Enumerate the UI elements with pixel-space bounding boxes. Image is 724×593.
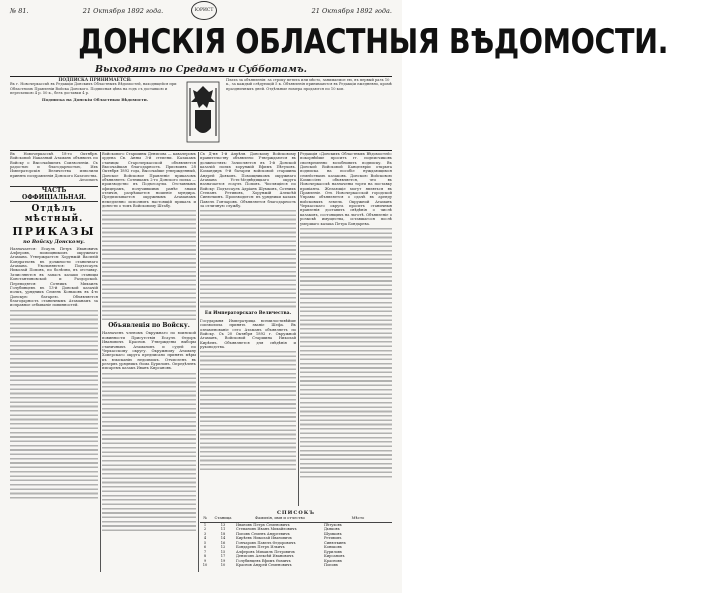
table-cell: 18 xyxy=(220,531,226,536)
advertising-rates-text: Плата за объявленія: за строку петита или мѣсто, занимаемое ею, въ первый разъ 10 к., за каждый слѣдующій 5 к. Объявленія принимаются въ Редакціи ежедневно, кромѣ праздничныхъ дней. Отдѣльные номера продаются по 10 коп. xyxy=(226,78,392,91)
table-cell: 16 xyxy=(220,540,226,545)
column-1 xyxy=(10,152,98,572)
table-row xyxy=(200,563,392,568)
table-cell: 8 xyxy=(203,554,207,558)
table-cell: 12 xyxy=(220,545,226,549)
table-cell: 4 xyxy=(203,536,207,540)
column-4-body: Редакція «Донскихъ Областныхъ Вѣдомостей» покорнѣйше проситъ гг. подписчиковъ своевременно возобновить подписку. Въ Донской Войсковой Канцеляріи открыта подписка на пособіе нуждающимся семействамъ казаковъ. Донскою Войсковою Комиссіею объявляется, что въ Новочеркасскѣ назначены торги на поставку провіанта. Желающіе могут являться въ Правленіе. Отъ Новочеркасской городской Управы объявляется о сдачѣ въ аренду войсковыхъ земель. Окружной Атаманъ Черкасскаго округа проситъ станичныя правленія доставить свѣдѣнія о числѣ казаковъ, состоящихъ на льготѣ. Объявленіе о розыскѣ имущества, оставшагося послѣ умершаго казака Петра Бондарева. xyxy=(300,152,392,226)
table-cell: Ретивовъ xyxy=(324,536,342,540)
table-cell: 7 xyxy=(203,549,207,554)
table-cell: 11 xyxy=(220,527,226,531)
table-cell: Поповъ xyxy=(324,563,339,567)
table-cell: Краснов Андрей Семеновичъ xyxy=(236,563,292,567)
atamans-address: Въ Новочеркасскѣ 18-го Октября. Войсковой Наказный Атаманъ объявилъ по Войску о Высочайшемъ Соизволеніи. Съ радостью и благодарностью, Ихъ Императорскія Величества изволили принять поздравленія Донского Казачества. xyxy=(10,152,98,178)
newspaper-subtitle: Выходятъ по Средамъ и Субботамъ. xyxy=(95,64,307,75)
text-lines xyxy=(10,310,98,500)
table-body xyxy=(200,523,392,568)
column-rule xyxy=(198,152,199,572)
table-cell: Коньковъ xyxy=(324,545,343,549)
date-right: 21 Октября 1892 года. xyxy=(311,7,392,15)
column-2-body: Войскового Старшины Денисова — кавалеромъ ордена Св. Анны 3-й степени. Казакамъ станицы Старочеркасской объявляется Высочайшая благодарность. Присвоивъ 28 Октября 1892 года, Высочайше утвержденный, Донское Войсковое Правленіе приказомъ объявляетъ: Сотникамъ 2-го Донского полка — производство въ Подъесаулы. Отставнымъ офицерамъ, получившимъ ранѣе знаки отличія, разрѣшается ношеніе мундира. Предписывается окружнымъ Атаманамъ немедленно исполнить настоящій приказъ и донести о томъ Войсковому Штабу. xyxy=(102,152,196,209)
issue-number: № 81. xyxy=(10,7,29,15)
column-3 xyxy=(200,152,296,506)
advertising-rates-box xyxy=(226,78,392,148)
table-cell: Алферовъ Михаилъ Петровичъ xyxy=(236,549,296,554)
table-cell: Синюткинъ xyxy=(324,540,346,545)
table-cell: 2 xyxy=(203,527,207,531)
table-cell: Красновъ xyxy=(324,558,343,563)
library-stamp: ЮРИСТ xyxy=(191,1,217,20)
coat-of-arms-emblem xyxy=(184,78,222,148)
table-cell: 3 xyxy=(203,531,207,536)
table-cell: Пѣтуховъ xyxy=(324,522,342,527)
column-rule xyxy=(100,152,101,572)
table-cell: 10 xyxy=(220,563,226,567)
orders-heading: ПРИКАЗЫ xyxy=(12,225,96,239)
table-cell: Кирѣевъ Николай Ивановичъ xyxy=(236,536,293,540)
table-cell: 14 xyxy=(220,536,226,540)
table-cell: 17 xyxy=(220,554,226,558)
column-3-body-2: Государыня Императрица всемилостивѣйше соизволила принять званіе Шефа. Въ ознаменованіе сего Атаманъ объявляетъ по Войску. Съ 20 Октября 1892 г. Окружной Атаманъ, Войсковой Старшина Николай Кирѣевъ. Объявляется для свѣдѣнія и руководства. xyxy=(200,318,296,349)
column-2-body-2: Назначенъ членомъ Окружнаго по воинской повинности Присутствія Есаулъ Ѳедоръ Ивановичъ Краснов. Утверждены выборы станичныхъ Атамановъ и судей по Черкасскому округу. Окружному Атаману Хоперскаго округа предписано принять мѣры къ взысканію недоимокъ. Отчисленъ въ резервъ урядникъ Ѳома Буриловъ. Опредѣленъ писаремъ казакъ Иванъ Кирсановъ. xyxy=(102,331,196,371)
orders-body: Назначается: Есаулъ Петръ Ивановичъ Алферовъ, помощникомъ окружнаго Атамана. Утверждается: Хорунжій Василій Кондратьевъ въ должности станичнаго Атамана. Увольняются: Подъесаулъ Николай Поповъ, по болѣзни, въ отставку. Зачисляются въ запасъ казаки станицы Константиновской и Раздорской. Переводятся: Сотникъ Михаилъ Голубинцевъ въ 13-й Донской казачій полкъ, урядникъ Семенъ Коньковъ въ 4-ю Донскую батарею. Объявляется благодарность станичнымъ Атаманамъ за исправное отбываніе повинностей. xyxy=(10,246,98,308)
text-lines xyxy=(200,351,296,471)
table-cell: 5 xyxy=(203,540,207,545)
text-lines xyxy=(102,373,196,533)
table-cell: 15 xyxy=(220,549,226,554)
subscription-heading: ПОДПИСКА ПРИНИМАЕТСЯ: xyxy=(58,77,132,82)
section-heading-official: ЧАСТЬ ОФФИЦІАЛЬНАЯ. xyxy=(10,186,98,202)
signature: Атаманъ xyxy=(79,178,98,183)
table-cell: Шумковъ xyxy=(324,531,342,536)
list-table xyxy=(200,510,392,582)
table-cell: 10 xyxy=(202,563,208,567)
column-2-subheading: Объявленія по Войску. xyxy=(108,322,190,330)
date-left: 21 Октября 1892 года. xyxy=(82,7,164,15)
subscription-note: Подписка на Донскія Областныя Вѣдомости. xyxy=(41,96,149,102)
text-lines xyxy=(200,210,296,310)
table-cell: Буриловъ xyxy=(324,549,343,554)
divider xyxy=(10,150,392,151)
table-cell: Денисовъ Алексѣй Ивановичъ xyxy=(236,554,294,558)
department-heading: Отдѣлъ мѣстный. xyxy=(24,204,84,225)
table-cell: 6 xyxy=(203,545,207,549)
table-cell: Бондаревъ Петръ Ильичъ xyxy=(236,545,285,549)
table-cell: Степановъ Иванъ Михайловичъ xyxy=(236,527,297,531)
table-cell: 19 xyxy=(220,558,226,563)
newspaper-title: ДОНСКІЯ ОБЛАСТНЫЯ ВѢДОМОСТИ. xyxy=(78,22,669,62)
column-rule xyxy=(298,152,299,506)
table-cell: Гончаровъ Павелъ Ѳедоровичъ xyxy=(236,540,296,545)
table-cell: 9 xyxy=(203,558,207,563)
table-cell: Голубинцевъ Ефимъ Ѳомичъ xyxy=(236,558,291,563)
table-cell: Поповъ Семенъ Андреевичъ xyxy=(236,531,290,536)
column-2 xyxy=(102,152,196,572)
table-header: № Станица Фамилія, имя и отчество Мѣсто xyxy=(200,516,392,523)
orders-subheading: по Войску Донскому. xyxy=(23,239,85,246)
table-title: СПИСОКЪ xyxy=(276,510,316,516)
subscription-box xyxy=(10,78,180,148)
column-3-body: Съ Д-ня 1-й Апрѣля. Донскому Войсковому правительству объявлено: Утверждаются въ должностяхъ: Зачисляется въ 1-й Донской казачій полкъ хорунжій Ефимъ Пѣтуховъ. Командиръ 9-й батареи войсковой старшина Андрей Дьяковъ. Помощникомъ окружнаго Атамана Усть-Медвѣдицкаго округа назначается есаулъ Поповъ. Числящіеся по Войску: Подъесаулъ Адріанъ Шумковъ, Сотникъ Степанъ Ретивовъ, Хорунжій Алексѣй Синюткинъ. Производится: въ урядники казакъ Павелъ Гончаровъ. Объявляется благодарность за отличную службу. xyxy=(200,152,296,209)
table-cell: 13 xyxy=(220,522,226,527)
text-lines xyxy=(300,228,392,478)
table-cell: Дьяковъ xyxy=(324,527,340,531)
column-3-subheading: Ея Императорскаго Величества. xyxy=(204,311,292,317)
table-cell: 1 xyxy=(203,522,207,527)
table-cell: Кирсановъ xyxy=(324,554,345,558)
table-cell: Ивановъ Петръ Семеновичъ xyxy=(236,522,290,527)
column-4 xyxy=(300,152,392,506)
text-lines xyxy=(102,210,196,320)
subscription-text: Въ г. Новочеркасскѣ въ Редакціи Донскихъ Областныхъ Вѣдомостей, находящейся при Областномъ Правленіи Войска Донского. Подписная цѣна на годъ съ доставкою и пересылкою 4 р. 50 к., безъ доставки 4 р. xyxy=(10,82,177,96)
